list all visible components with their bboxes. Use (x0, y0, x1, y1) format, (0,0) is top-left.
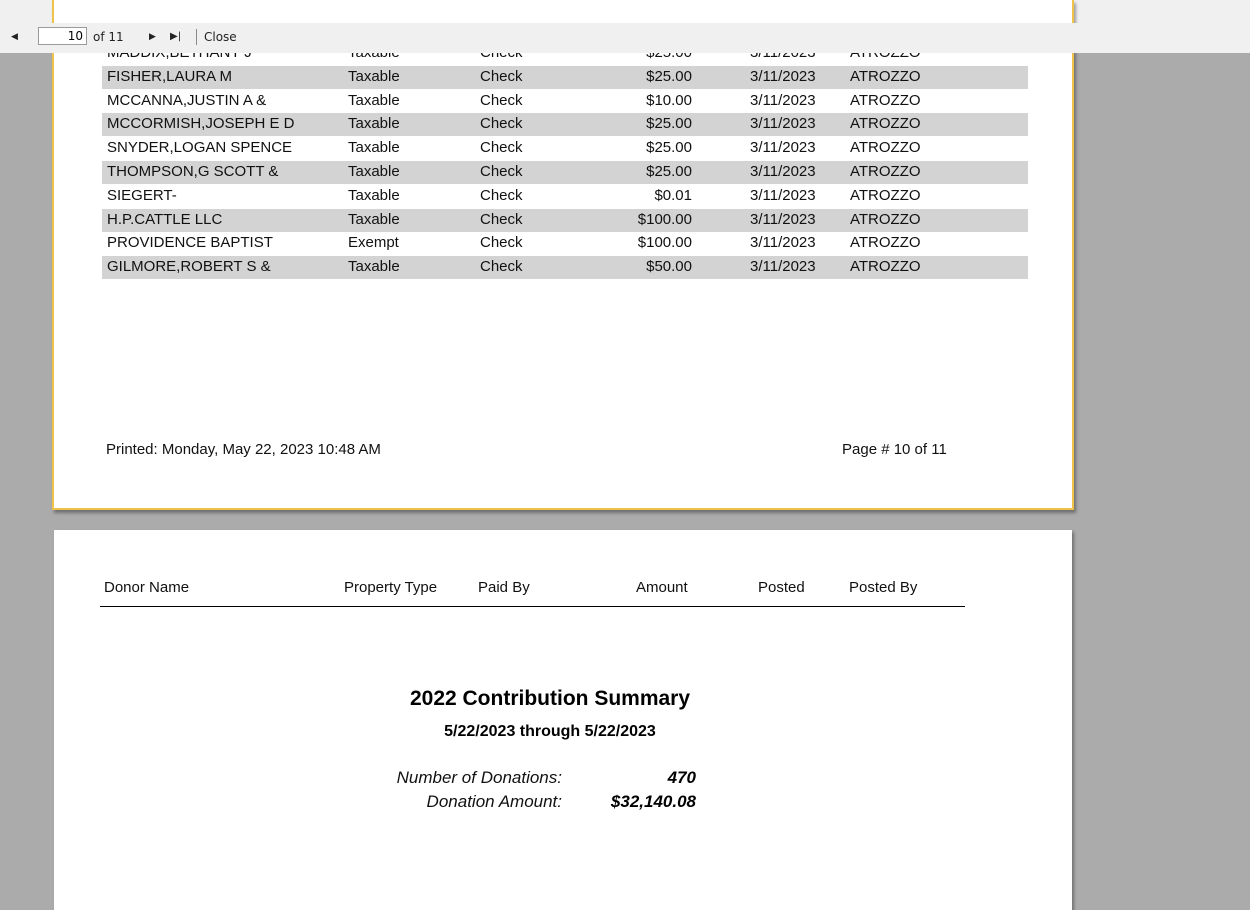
table-row (102, 113, 1028, 136)
posted-date-cell: 3/11/2023 (750, 211, 816, 228)
donor-name-cell: GILMORE,ROBERT S & (107, 258, 271, 275)
posted-date-cell: 3/11/2023 (750, 258, 816, 275)
posted-by-cell: ATROZZO (850, 234, 921, 251)
table-row (102, 209, 1028, 232)
paid-by-cell: Check (480, 115, 523, 132)
property-type-cell: Taxable (348, 211, 400, 228)
donor-name-cell: MCCANNA,JUSTIN A & (107, 92, 267, 109)
paid-by-cell: Check (480, 68, 523, 85)
paid-by-cell: Check (480, 258, 523, 275)
table-row (102, 232, 1028, 255)
donations-count-label: Number of Donations: (396, 768, 562, 787)
paid-by-cell: Check (480, 234, 523, 251)
page-count-label: of 11 (93, 30, 124, 44)
donor-name-cell: THOMPSON,G SCOTT & (107, 163, 279, 180)
table-row (102, 137, 1028, 160)
donation-amount-value: $32,140.08 (610, 792, 696, 811)
table-row (102, 161, 1028, 184)
donor-name-cell: SIEGERT- (107, 187, 177, 204)
posted-date-cell: 3/11/2023 (750, 139, 816, 156)
donor-name-cell: MCCORMISH,JOSEPH E D (107, 115, 295, 132)
table-row (102, 66, 1028, 89)
amount-cell: $25.00 (646, 68, 692, 85)
header-posted-by: Posted By (849, 579, 918, 596)
toolbar-separator (196, 29, 197, 45)
report-page-11 (54, 530, 1072, 910)
amount-cell: $25.00 (646, 163, 692, 180)
posted-by-cell: ATROZZO (850, 139, 921, 156)
paid-by-cell: Check (480, 163, 523, 180)
paid-by-cell: Check (480, 187, 523, 204)
next-page-icon[interactable]: ▶ (149, 32, 156, 42)
amount-cell: $50.00 (646, 258, 692, 275)
header-paid-by: Paid By (478, 579, 530, 596)
previous-page-icon[interactable]: ◀ (11, 32, 18, 42)
header-donor-name: Donor Name (104, 579, 190, 596)
posted-by-cell: ATROZZO (850, 258, 921, 275)
page-number-footer: Page # 10 of 11 (842, 441, 947, 458)
donations-count-value: 470 (667, 768, 696, 787)
posted-by-cell: ATROZZO (850, 92, 921, 109)
posted-by-cell: ATROZZO (850, 163, 921, 180)
donor-name-cell: SNYDER,LOGAN SPENCE (107, 139, 293, 156)
amount-cell: $100.00 (637, 211, 692, 228)
property-type-cell: Taxable (348, 68, 400, 85)
property-type-cell: Taxable (348, 92, 400, 109)
property-type-cell: Taxable (348, 258, 400, 275)
header-property-type: Property Type (344, 579, 438, 596)
summary-title: 2022 Contribution Summary (409, 687, 691, 710)
printed-timestamp: Printed: Monday, May 22, 2023 10:48 AM (106, 441, 381, 458)
paid-by-cell: Check (480, 139, 523, 156)
property-type-cell: Taxable (348, 139, 400, 156)
paid-by-cell: Check (480, 211, 523, 228)
last-page-icon[interactable]: ▶| (170, 31, 182, 42)
amount-cell: $25.00 (646, 115, 692, 132)
donation-amount-label: Donation Amount: (426, 792, 562, 811)
header-amount: Amount (636, 579, 688, 596)
header-divider (100, 606, 965, 607)
property-type-cell: Exempt (348, 234, 399, 251)
posted-date-cell: 3/11/2023 (750, 92, 816, 109)
posted-by-cell: ATROZZO (850, 115, 921, 132)
report-viewer-toolbar (0, 23, 1250, 53)
amount-cell: $10.00 (646, 92, 692, 109)
page-number-input[interactable] (38, 27, 87, 45)
summary-date-range: 5/22/2023 through 5/22/2023 (444, 723, 656, 740)
amount-cell: $0.01 (654, 187, 692, 204)
donor-name-cell: H.P.CATTLE LLC (107, 211, 223, 228)
paid-by-cell: Check (480, 92, 523, 109)
posted-date-cell: 3/11/2023 (750, 68, 816, 85)
amount-cell: $25.00 (646, 139, 692, 156)
posted-date-cell: 3/11/2023 (750, 234, 816, 251)
posted-date-cell: 3/11/2023 (750, 187, 816, 204)
table-row (102, 185, 1028, 208)
header-posted: Posted (758, 579, 805, 596)
donor-name-cell: PROVIDENCE BAPTIST (107, 234, 273, 251)
property-type-cell: Taxable (348, 187, 400, 204)
property-type-cell: Taxable (348, 115, 400, 132)
table-row (102, 90, 1028, 113)
posted-date-cell: 3/11/2023 (750, 115, 816, 132)
close-button[interactable]: Close (204, 30, 237, 44)
property-type-cell: Taxable (348, 163, 400, 180)
table-row (102, 256, 1028, 279)
posted-by-cell: ATROZZO (850, 68, 921, 85)
report-page-10 (52, 0, 1074, 510)
amount-cell: $100.00 (637, 234, 692, 251)
donor-name-cell: FISHER,LAURA M (107, 68, 233, 85)
posted-by-cell: ATROZZO (850, 187, 921, 204)
posted-date-cell: 3/11/2023 (750, 163, 816, 180)
posted-by-cell: ATROZZO (850, 211, 921, 228)
